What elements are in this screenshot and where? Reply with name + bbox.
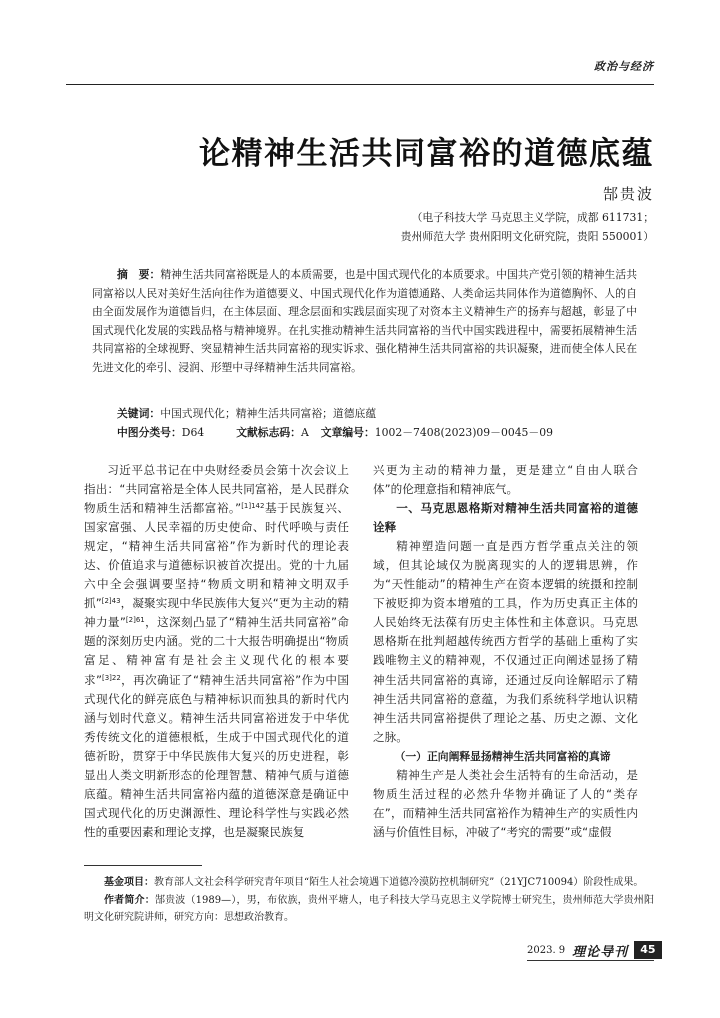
doc-code-label: 文献标志码： bbox=[236, 426, 301, 439]
page-folio bbox=[527, 941, 662, 959]
text-run: ，这深刻凸显了“精神生活共同富裕”命题的深刻历史内涵。党的二十大报告明确提出“物质富足、精神富有是社会主义现代化的根本要求” bbox=[84, 615, 350, 687]
fund-label: 基金项目： bbox=[104, 877, 154, 888]
fund-text: 教育部人文社会科学研究青年项目“陌生人社会境遇下道德冷漠防控机制研究”（21YJC710094）阶段性成果。 bbox=[154, 877, 644, 888]
author-affiliation bbox=[214, 208, 654, 246]
issue-date: 2023. 9 bbox=[527, 944, 566, 956]
citation-ref: [3]22 bbox=[101, 673, 121, 682]
paragraph: 精神生产是人类社会生活特有的生命活动，是物质生活过程的必然升华物并确证了人的“类存在”，而精神生活共同富裕作为精神生产的实质性内涵与价值性目标，冲破了“考究的需要”或“虚假 bbox=[373, 767, 638, 839]
article-no-label: 文章编号： bbox=[320, 426, 375, 439]
author-note bbox=[84, 892, 654, 927]
clc-label: 中图分类号： bbox=[117, 426, 182, 439]
citation-ref: [2]43 bbox=[101, 597, 121, 606]
body-column-left bbox=[84, 461, 349, 842]
fund-note bbox=[84, 874, 654, 892]
abstract-text: 精神生活共同富裕既是人的本质需要，也是中国式现代化的本质要求。中国共产党引领的精神生活共同富裕以人民对美好生活向往作为道德要义、中国式现代化作为道德通路、人类命运共同体作为道德胸怀、人的自由全面发展作为道德旨归，在主体层面、理念层面和实践层面实现了对资本主义精神生产的扬弃与超越，彰显了中国式现代化发展的实践品格与精神境界。在扎实推动精神生活共同富裕的当代中国实践进程中，需要拓展精神生活共同富裕的全球视野、突显精神生活共同富裕的现实诉求、强化精神生活共同富裕的共识凝聚，进而使全体人民在先进文化的牵引、浸润、形塑中寻绎精神生活共同富裕。 bbox=[92, 268, 638, 374]
text-run: 基于民族复兴、国家富强、人民幸福的历史使命、时代呼唤与责任规定，“精神生活共同富裕”作为新时代的理论表达、价值追求与道德标识被首次提出。党的十九届六中全会强调要坚持“物质文明和精神文明双手抓” bbox=[84, 501, 349, 611]
keywords-label: 关键词： bbox=[117, 407, 161, 420]
body-column-right bbox=[373, 461, 638, 842]
paragraph bbox=[84, 461, 349, 842]
clc-value: D64 bbox=[181, 426, 205, 439]
doc-code-value: A bbox=[300, 426, 309, 439]
affiliation-line-2: 贵州师范大学 贵州阳明文化研究院，贵阳 550001） bbox=[400, 230, 654, 243]
abstract bbox=[92, 266, 637, 378]
subsection-heading: （一）正向阐释显扬精神生活共同富裕的真谛 bbox=[394, 749, 611, 763]
paragraph: 精神塑造问题一直是西方哲学重点关注的领域，但其论域仅为脱离现实的人的逻辑思辨，作为“天性能动”的精神生产在资本逻辑的统摄和控制下被贬抑为资本增殖的工具，作为历史真正主体的人民始终无法葆有历史主体性和主体意识。马克思恩格斯在批判超越传统西方哲学的基础上重构了实践唯物主义的精神观，不仅通过正向阐述显扬了精神生活共同富裕的真谛，还通过反向诠解昭示了精神生活共同富裕的意蕴，为我们系统科学地认识精神生活共同富裕提供了理论之基、历史之源、文化之脉。 bbox=[373, 539, 638, 744]
author-bio-label: 作者简介： bbox=[104, 894, 155, 906]
journal-name: 理论导刊 bbox=[572, 944, 629, 960]
author-name: 郜贵波 bbox=[602, 185, 654, 203]
paragraph-continued: 兴更为主动的精神力量，更是建立“自由人联合体”的伦理意指和精神底气。 bbox=[373, 463, 638, 497]
text-run: ，再次确证了“精神生活共同富裕”作为中国式现代化的鲜亮底色与精神标识而独具的新时代内涵与划时代意义。精神生活共同富裕迸发于中华优秀传统文化的道德根柢，生成于中国式现代化的道德祈盼，贯穿于中华民族伟大复兴的历史进程，彰显出人类文明新形态的伦理智慧、精神气质与道德底蕴。精神生活共同富裕内蕴的道德深意是确证中国式现代化的历史渊源性、理论科学性与实践必然性的重要因素和理论支撑，也是凝聚民族复 bbox=[84, 672, 349, 839]
abstract-label: 摘 要： bbox=[117, 268, 161, 281]
text-run: 习近平总书记在中央财经委员会第十次会议上指出：“共同富裕是全体人民共同富裕，是人民群众物质生活和精神生活都富裕。” bbox=[84, 463, 349, 516]
article-no-value: 1002－7408(2023)09－0045－09 bbox=[374, 426, 553, 439]
citation-ref: [2]61 bbox=[125, 616, 145, 625]
header-rule bbox=[66, 84, 654, 85]
affiliation-line-1: （电子科技大学 马克思主义学院，成都 611731； bbox=[411, 211, 654, 224]
section-header: 政治与经济 bbox=[594, 60, 654, 73]
text-run: ，凝聚实现中华民族伟大复兴“更为主动的精神力量” bbox=[84, 596, 349, 630]
keywords-text: 中国式现代化；精神生活共同富裕；道德底蕴 bbox=[160, 407, 377, 420]
author-bio-text: 郜贵波（1989—），男，布依族，贵州平塘人，电子科技大学马克思主义学院博士研究生，贵州师范大学贵州阳明文化研究院讲师，研究方向：思想政治教育。 bbox=[84, 894, 654, 923]
citation-ref: [1]142 bbox=[241, 502, 265, 511]
page-number: 45 bbox=[634, 941, 661, 959]
footnote-rule bbox=[84, 865, 202, 866]
article-title: 论精神生活共同富裕的道德底蕴 bbox=[199, 136, 654, 172]
classification-line bbox=[117, 424, 637, 442]
section-heading: 一、马克思恩格斯对精神生活共同富裕的道德诠释 bbox=[373, 501, 638, 535]
folio-rule bbox=[527, 960, 654, 961]
footnote bbox=[84, 874, 654, 927]
keywords bbox=[117, 405, 637, 423]
